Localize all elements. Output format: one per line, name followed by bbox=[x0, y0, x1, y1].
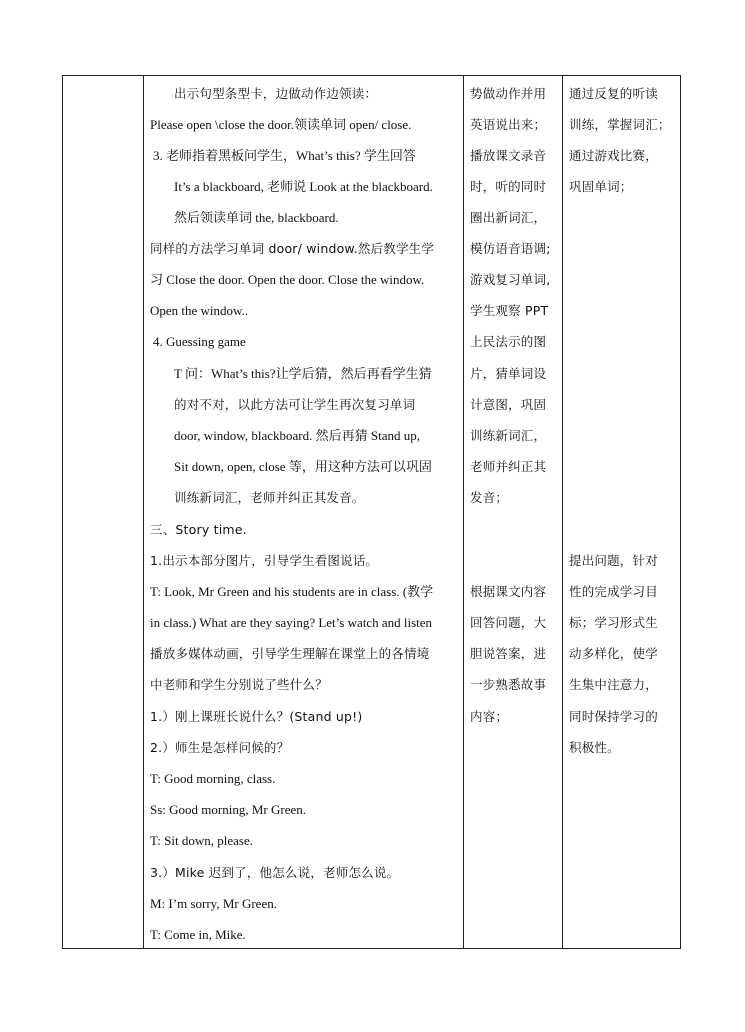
activity-line: 时，听的同时 bbox=[470, 179, 547, 194]
procedure-line: 同样的方法学习单词 door/ window.然后教学生学 bbox=[150, 241, 435, 256]
procedure-line: Please open \close the door.领读单词 open/ close. bbox=[150, 117, 412, 132]
procedure-line: 4. Guessing game bbox=[153, 334, 246, 349]
intent-line: 积极性。 bbox=[569, 740, 620, 755]
dialogue-line: M: I’m sorry, Mr Green. bbox=[150, 896, 277, 911]
intent-line: 提出问题，针对 bbox=[569, 553, 658, 568]
activity-line: 内容； bbox=[470, 709, 509, 724]
activity-line: 学生观察 PPT bbox=[470, 303, 549, 318]
procedure-line: 3. 老师指着黑板问学生，What’s this? 学生回答 bbox=[153, 148, 416, 163]
column-divider bbox=[562, 76, 563, 948]
procedure-line: 的对不对，以此方法可让学生再次复习单词 bbox=[174, 397, 416, 412]
intent-line: 标；学习形式生 bbox=[569, 615, 658, 630]
activity-line: 老师并纠正其 bbox=[470, 459, 547, 474]
column-divider bbox=[463, 76, 464, 948]
procedure-line: 1.）刚上课班长说什么？(Stand up!) bbox=[150, 709, 363, 724]
activity-line: 英语说出来； bbox=[470, 117, 547, 132]
activity-line: 上民法示的图 bbox=[470, 334, 547, 349]
procedure-line: Open the window.. bbox=[150, 303, 249, 318]
activity-line: 根据课文内容 bbox=[470, 584, 547, 599]
dialogue-line: T: Good morning, class. bbox=[150, 771, 276, 786]
procedure-line: 播放多媒体动画，引导学生理解在课堂上的各情境 bbox=[150, 646, 430, 661]
procedure-line: 训练新词汇，老师并纠正其发音。 bbox=[174, 490, 365, 505]
procedure-line: 1.出示本部分图片，引导学生看图说话。 bbox=[150, 553, 379, 568]
procedure-line: 出示句型条型卡，边做动作边领读： bbox=[174, 86, 378, 101]
dialogue-line: Ss: Good morning, Mr Green. bbox=[150, 802, 306, 817]
intent-line: 性的完成学习目 bbox=[569, 584, 658, 599]
section-heading-story-time: 三、Story time. bbox=[150, 522, 247, 537]
activity-line: 训练新词汇， bbox=[470, 428, 547, 443]
lesson-plan-table bbox=[62, 75, 681, 949]
activity-line: 圈出新词汇， bbox=[470, 210, 547, 225]
procedure-line: door, window, blackboard. 然后再猜 Stand up, bbox=[174, 428, 420, 443]
intent-line: 通过游戏比赛， bbox=[569, 148, 658, 163]
activity-line: 游戏复习单词, bbox=[470, 272, 551, 287]
activity-line: 发音； bbox=[470, 490, 509, 505]
activity-line: 回答问题，大 bbox=[470, 615, 547, 630]
column-divider bbox=[143, 76, 144, 948]
procedure-line: T 问：What’s this?让学后猜，然后再看学生猜 bbox=[174, 366, 432, 381]
procedure-line: 中老师和学生分别说了些什么？ bbox=[150, 677, 328, 692]
procedure-line: 2.）师生是怎样问候的？ bbox=[150, 740, 290, 755]
procedure-line: T: Look, Mr Green and his students are in class. (教学 bbox=[150, 584, 434, 599]
activity-line: 计意图，巩固 bbox=[470, 397, 547, 412]
procedure-line: It’s a blackboard, 老师说 Look at the blackboard. bbox=[174, 179, 433, 194]
intent-line: 巩固单词； bbox=[569, 179, 633, 194]
procedure-line: 然后领读单词 the, blackboard. bbox=[174, 210, 339, 225]
procedure-line: Sit down, open, close 等，用这种方法可以巩固 bbox=[174, 459, 432, 474]
procedure-line: 3.）Mike 迟到了，他怎么说，老师怎么说。 bbox=[150, 865, 400, 880]
activity-line: 模仿语音语调; bbox=[470, 241, 551, 256]
procedure-line: 习 Close the door. Open the door. Close the window. bbox=[150, 272, 425, 287]
intent-line: 动多样化，使学 bbox=[569, 646, 658, 661]
intent-line: 同时保持学习的 bbox=[569, 709, 658, 724]
intent-line: 训练，掌握词汇； bbox=[569, 117, 671, 132]
intent-line: 生集中注意力， bbox=[569, 677, 658, 692]
dialogue-line: T: Come in, Mike. bbox=[150, 927, 246, 942]
activity-line: 播放课文录音 bbox=[470, 148, 547, 163]
procedure-line: in class.) What are they saying? Let’s watch and listen bbox=[150, 615, 433, 630]
activity-line: 一步熟悉故事 bbox=[470, 677, 547, 692]
activity-line: 胆说答案，进 bbox=[470, 646, 547, 661]
activity-line: 片，猜单词设 bbox=[470, 366, 547, 381]
activity-line: 势做动作并用 bbox=[470, 86, 547, 101]
dialogue-line: T: Sit down, please. bbox=[150, 833, 253, 848]
intent-line: 通过反复的听读 bbox=[569, 86, 658, 101]
